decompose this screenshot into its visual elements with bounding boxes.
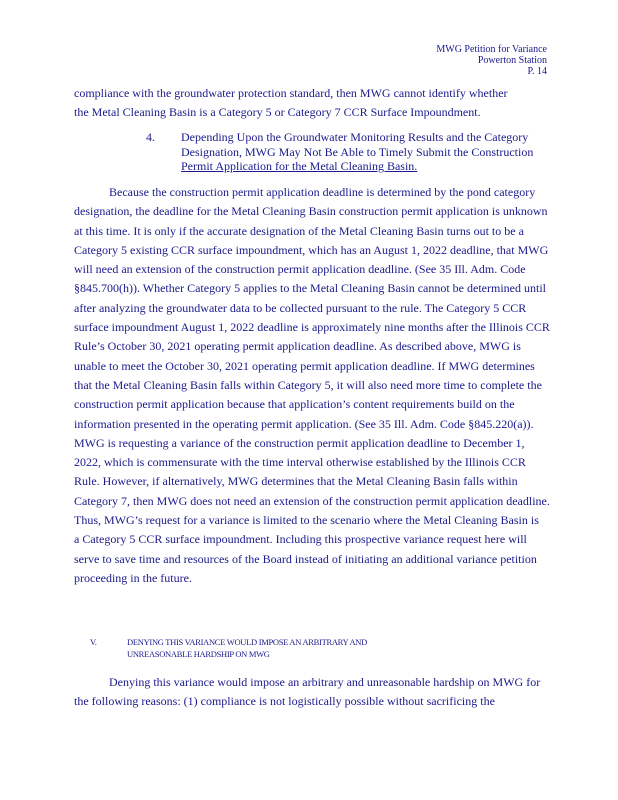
text-line: a Category 5 CCR surface impoundment. Including this prospective variance request here will	[74, 532, 527, 547]
text-line: designation, the deadline for the Metal Cleaning Basin construction permit application is unknown	[74, 204, 548, 219]
text-line: serve to save time and resources of the Board instead of initiating an additional variance petition	[74, 551, 537, 566]
text-line: 2022, which is commensurate with the time interval otherwise established by the Illinois CCR	[74, 455, 526, 470]
text-line: will need an extension of the construction permit application deadline. (See 35 Ill. Adm. Code	[74, 262, 526, 277]
subsection-heading-line: Permit Application for the Metal Cleaning Basin.	[181, 159, 418, 173]
header-title: MWG Petition for Variance	[436, 44, 547, 55]
text-line: that the Metal Cleaning Basin falls within Category 5, it will also need more time to complete the	[74, 377, 542, 392]
text-line: Rule. However, if alternatively, MWG determines that the Metal Cleaning Basin falls within	[74, 474, 518, 489]
text-line: Denying this variance would impose an arbitrary and unreasonable hardship on MWG for	[109, 675, 541, 689]
subsection-heading-line: Designation, MWG May Not Be Able to Timely Submit the Construction	[181, 144, 534, 159]
subsection-heading-line: Depending Upon the Groundwater Monitoring Results and the Category	[181, 130, 529, 144]
text-line: at this time. It is only if the accurate designation of the Metal Cleaning Basin turns out to be a	[74, 223, 524, 238]
text-line: Category 7, then MWG does not need an extension of the construction permit application deadline.	[74, 493, 550, 508]
section-heading-line: DENYING THIS VARIANCE WOULD IMPOSE AN ARBITRARY AND	[127, 637, 367, 647]
text-line: Because the construction permit application deadline is determined by the pond category	[109, 185, 536, 199]
text-line: construction permit application because that application’s content requirements build on the	[74, 397, 515, 412]
section-number: V.	[90, 637, 97, 647]
paragraph-hardship	[74, 673, 608, 712]
text-line: Thus, MWG’s request for a variance is limited to the scenario where the Metal Cleaning Basin is	[74, 513, 539, 528]
header-station: Powerton Station	[477, 55, 547, 66]
paragraph-construction-permit	[74, 183, 608, 588]
text-line: MWG is requesting a variance of the construction permit application deadline to December 1,	[74, 435, 525, 450]
text-line: after analyzing the groundwater data to be collected pursuant to the rule. The Category 5 CCR	[74, 300, 527, 315]
text-line: unable to meet the October 30, 2021 operating permit application deadline. If MWG determines	[74, 358, 535, 373]
header-page-number: P. 14	[527, 66, 547, 77]
page-header	[436, 44, 547, 77]
text-line: Rule’s October 30, 2021 operating permit application deadline. As described above, MWG is	[74, 339, 521, 354]
text-line: §845.700(h)). Whether Category 5 applies to the Metal Cleaning Basin cannot be determined until	[74, 281, 546, 296]
text-line: proceeding in the future.	[74, 570, 192, 585]
text-line: Category 5 existing CCR surface impoundment, which has an August 1, 2022 deadline, that MWG	[74, 242, 549, 257]
text-line: compliance with the groundwater protection standard, then MWG cannot identify whether	[74, 86, 508, 100]
continued-paragraph	[74, 84, 608, 123]
subsection-number: 4.	[146, 130, 155, 144]
section-heading-line: UNREASONABLE HARDSHIP ON MWG	[127, 649, 270, 659]
text-line: the following reasons: (1) compliance is not logistically possible without sacrificing the	[74, 694, 495, 709]
text-line: the Metal Cleaning Basin is a Category 5 or Category 7 CCR Surface Impoundment.	[74, 105, 481, 120]
text-line: information presented in the operating permit application. (See 35 Ill. Adm. Code §845.220(a)).	[74, 416, 534, 431]
text-line: surface impoundment August 1, 2022 deadline is approximately nine months after the Illinois CCR	[74, 320, 550, 335]
